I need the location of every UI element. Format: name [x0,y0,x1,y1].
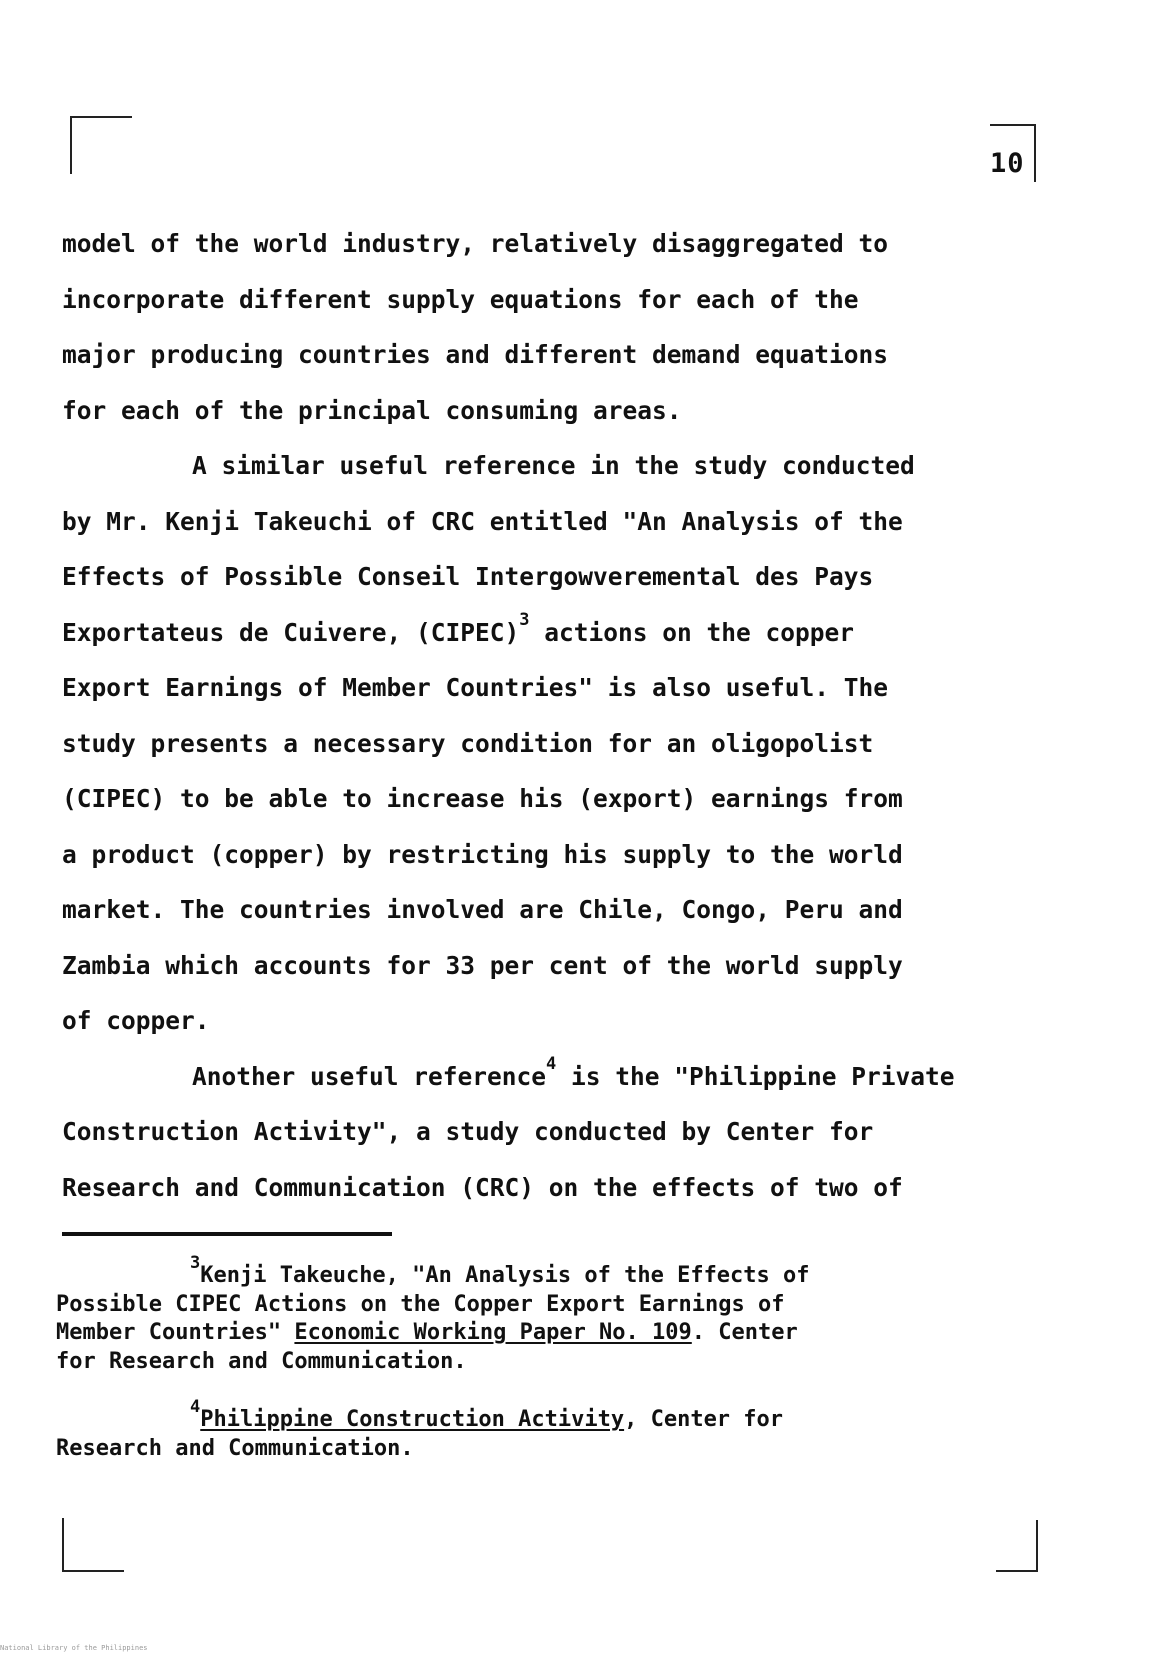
body-text [62,216,1062,1215]
body-line: incorporate different supply equations for each of the [62,284,859,314]
body-line [62,1049,1062,1105]
footnote-title: Philippine Construction Activity [200,1407,625,1432]
body-line: by Mr. Kenji Takeuchi of CRC entitled "An Analysis of the [62,506,903,536]
footnote-line: Possible CIPEC Actions on the Copper Export Earnings of [56,1291,785,1317]
body-line: market. The countries involved are Chile, Congo, Peru and [62,895,903,924]
body-line: Research and Communication (CRC) on the effects of two of [62,1172,903,1202]
footnote-3-text: Kenji Takeuche, "An Analysis of the Effects of [200,1263,810,1288]
footnote-title: Economic Working Paper No. 109 [294,1320,692,1345]
body-line: Export Earnings of Member Countries" is also useful. The [62,673,889,702]
crop-mark-bottom-right [996,1520,1038,1572]
body-line: (CIPEC) to be able to increase his (export) earnings from [62,784,903,813]
crop-mark-top-left [70,116,132,174]
footnote-text: Member Countries" [56,1320,295,1345]
body-line: model of the world industry, relatively disaggregated to [62,229,889,258]
footnote-3-marker: 3 [190,1252,201,1273]
footnote-line [56,1319,1056,1348]
archive-stamp: National Library of the Philippines [0,1644,148,1652]
footnotes [56,1252,1056,1463]
body-line: for each of the principal consuming areas. [62,395,682,425]
body-line-text: Another useful reference [192,1061,547,1091]
body-line: A similar useful reference in the study conducted [192,451,915,480]
body-line: major producing countries and different demand equations [62,340,889,369]
footnote-text: . Center [691,1320,798,1345]
body-line-text: Exportateus de Cuivere, (CIPEC) [62,617,520,647]
body-line-text: is the "Philippine Private [556,1061,955,1091]
footnote-ref-3: 3 [519,610,530,631]
body-line: Zambia which accounts for 33 per cent of the world supply [62,950,903,980]
footnote-ref-4: 4 [546,1054,557,1075]
footnote-spacer [56,1376,1056,1406]
footnote-4 [56,1396,1056,1435]
body-line: Construction Activity", a study conducted by Center for [62,1117,874,1146]
body-line: a product (copper) by restricting his supply to the world [62,839,903,869]
body-line: of copper. [62,1006,210,1035]
crop-mark-bottom-left [62,1518,124,1572]
footnote-3 [56,1252,1056,1291]
body-line [62,605,1062,661]
body-line: Effects of Possible Conseil Intergowveremental des Pays [62,562,874,591]
body-line: study presents a necessary condition for an oligopolist [62,728,874,758]
footnote-rule [62,1232,392,1236]
footnote-line: Research and Communication. [56,1435,414,1461]
footnote-line: for Research and Communication. [56,1348,467,1374]
footnote-text: , Center for [624,1407,784,1432]
body-line-text: actions on the copper [529,617,855,647]
page-number: 10 [990,148,1025,179]
footnote-4-marker: 4 [190,1396,201,1417]
